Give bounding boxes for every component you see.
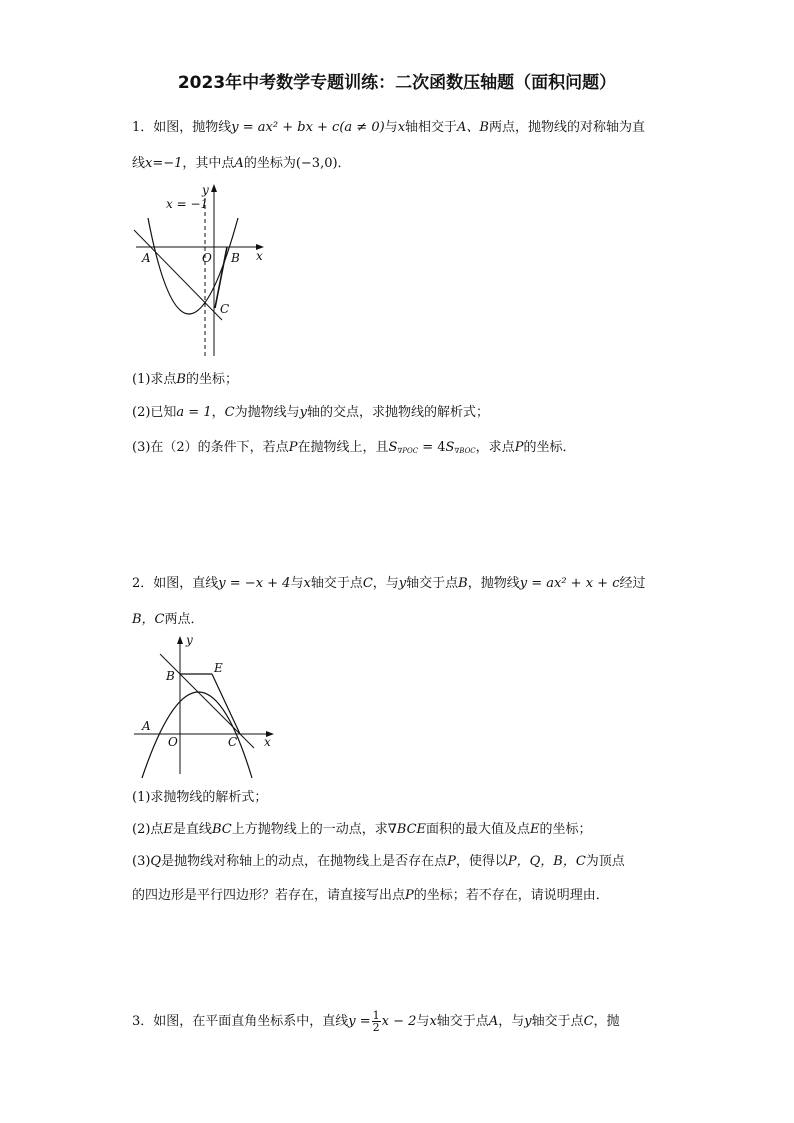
q2-figure xyxy=(130,630,280,780)
q1-line-2 xyxy=(132,152,351,171)
q2-text: 轴交于点 xyxy=(310,576,363,591)
y-arrow-icon xyxy=(177,636,183,644)
q2-text: 上方抛物线上的一动点，求 xyxy=(231,822,388,837)
q1-var: A xyxy=(234,156,244,171)
q1-text: 在抛物线上，且 xyxy=(297,440,389,455)
q3-var: C xyxy=(583,1014,594,1029)
q1-part-3 xyxy=(132,436,575,455)
point-e-label: E xyxy=(214,661,223,675)
q2-part-2 xyxy=(132,818,592,837)
q1-axis-eq: x=−1 xyxy=(145,156,183,171)
q2-text: 是抛物线对称轴上的动点，在抛物线上是否存在点 xyxy=(161,854,448,869)
q3-text: ，与 xyxy=(498,1014,525,1029)
q2-triangle: ∇BCE xyxy=(387,822,427,837)
q1-figure xyxy=(130,180,270,360)
q3-var: x xyxy=(429,1014,437,1029)
symmetry-label: x = −1 xyxy=(166,197,209,211)
q2-var: E xyxy=(530,822,540,837)
q2-var: P xyxy=(447,854,456,869)
q2-var: x xyxy=(303,576,311,591)
page-title: 2023年中考数学专题训练：二次函数压轴题（面积问题） xyxy=(177,73,617,93)
origin-label: O xyxy=(168,735,178,749)
point-c-label: C xyxy=(228,735,238,749)
q2-text: 是直线 xyxy=(172,822,212,837)
q2-part-1 xyxy=(132,786,267,805)
q1-var: C xyxy=(224,405,235,420)
q2-number: 2． xyxy=(132,576,154,591)
y-label: y xyxy=(202,183,209,197)
fraction-numerator: 1 xyxy=(372,1009,380,1022)
q1-var: P xyxy=(288,440,298,455)
q3-line-1 xyxy=(132,1010,620,1033)
q1-var: P xyxy=(514,440,524,455)
q1-area-sub: ∇POC xyxy=(397,447,419,455)
q2-text: ，与 xyxy=(372,576,399,591)
q1-coord: (−3,0) xyxy=(295,156,338,171)
q1-part-2 xyxy=(132,401,489,420)
q2-text: (2)点 xyxy=(132,822,164,837)
q1-eq: a = 1 xyxy=(176,405,212,420)
q1-text: 的坐标； xyxy=(185,372,238,387)
point-a-label: A xyxy=(142,719,151,733)
q2-line-eq: y = −x + 4 xyxy=(218,576,291,591)
q1-text: 线 xyxy=(132,156,146,171)
q3-number: 3． xyxy=(132,1014,154,1029)
q2-text: 与 xyxy=(290,576,304,591)
q2-line-1 xyxy=(132,572,646,591)
x-label: x xyxy=(264,735,271,749)
fraction-denominator: 2 xyxy=(372,1021,380,1034)
q2-text: 的四边形是平行四边形？若存在，请直接写出点 xyxy=(132,888,406,903)
q1-text: (1)求点 xyxy=(132,372,177,387)
q2-var: C xyxy=(362,576,373,591)
q2-text: (3) xyxy=(132,854,151,869)
q3-var: A xyxy=(488,1014,499,1029)
q1-var: A、B xyxy=(457,120,489,135)
q1-var: y xyxy=(299,405,307,420)
q1-number: 1． xyxy=(132,120,154,135)
q2-parabola-eq: y = ax² + x + c xyxy=(519,576,620,591)
q2-text: 如图，直线 xyxy=(153,576,219,591)
q3-eq: x − 2 xyxy=(381,1014,417,1029)
y-arrow-icon xyxy=(211,184,217,192)
q2-var: P，Q，B，C xyxy=(507,854,586,869)
segment-ec xyxy=(212,674,240,734)
point-b-label: B xyxy=(231,251,240,265)
q1-parabola-eq: y = ax² + bx + c(a ≠ 0) xyxy=(231,120,385,135)
q3-fraction xyxy=(372,1010,381,1033)
q2-var: y xyxy=(398,576,407,591)
q1-line-1 xyxy=(132,116,645,135)
q1-area: S xyxy=(445,440,455,455)
q3-text: ，抛 xyxy=(593,1014,620,1029)
q1-text: 与 xyxy=(384,120,398,135)
q1-text: 的坐标为 xyxy=(243,156,296,171)
point-b-label: B xyxy=(166,669,175,683)
q2-var: E xyxy=(163,822,173,837)
parabola xyxy=(148,218,238,314)
q1-var: B xyxy=(176,372,186,387)
q3-text: 轴交于点 xyxy=(436,1014,489,1029)
q1-text: ，求点 xyxy=(475,440,515,455)
x-label: x xyxy=(256,249,263,263)
q2-text: ，抛物线 xyxy=(467,576,520,591)
point-a-label: A xyxy=(142,251,151,265)
q1-text: 轴的交点，求抛物线的解析式； xyxy=(306,405,489,420)
q1-text: (2)已知 xyxy=(132,405,177,420)
q2-var: BC xyxy=(211,822,232,837)
q2-text: 轴交于点 xyxy=(406,576,459,591)
q2-text: 面积的最大值及点 xyxy=(426,822,531,837)
q1-area-sub: ∇BOC xyxy=(454,447,476,455)
q2-text: 两点． xyxy=(164,612,204,627)
q2-var: B，C xyxy=(132,612,165,627)
q3-text: 与 xyxy=(416,1014,430,1029)
q3-eq: y = xyxy=(348,1014,371,1029)
q1-text: 轴相交于 xyxy=(405,120,458,135)
point-c-label: C xyxy=(220,302,230,316)
q1-part-1 xyxy=(132,368,238,387)
q1-eq: = 4 xyxy=(418,440,446,455)
q2-var: P xyxy=(405,888,414,903)
q2-line-2 xyxy=(132,608,204,627)
line-ac xyxy=(134,230,222,320)
q1-text: 为抛物线与 xyxy=(234,405,300,420)
q2-text: 经过 xyxy=(619,576,646,591)
q2-text: ，使得以 xyxy=(455,854,508,869)
q2-text: 的坐标；若不存在，请说明理由． xyxy=(413,888,609,903)
q1-text: 两点，抛物线的对称轴为直 xyxy=(489,120,646,135)
segment-bc xyxy=(215,247,227,308)
q2-part-3 xyxy=(132,850,625,869)
q3-text: 轴交于点 xyxy=(531,1014,584,1029)
q1-text: ， xyxy=(211,405,225,420)
q2-text: 的坐标； xyxy=(539,822,592,837)
q2-var: Q xyxy=(150,854,162,869)
y-label: y xyxy=(186,633,193,647)
q1-text: 如图，抛物线 xyxy=(153,120,232,135)
q3-text: 如图，在平面直角坐标系中，直线 xyxy=(153,1014,349,1029)
q1-area: S xyxy=(388,440,398,455)
q1-text: ，其中点 xyxy=(182,156,235,171)
q3-var: y xyxy=(524,1014,532,1029)
q2-text: 为顶点 xyxy=(585,854,625,869)
q2-var: B xyxy=(458,576,468,591)
q1-var: x xyxy=(397,120,406,135)
q1-text: ． xyxy=(337,156,351,171)
q1-text: 的坐标． xyxy=(523,440,576,455)
q1-text: (3)在（2）的条件下，若点 xyxy=(132,440,289,455)
q2-part-3-cont xyxy=(132,884,609,903)
q2-text: (1)求抛物线的解析式； xyxy=(132,790,268,805)
origin-label: O xyxy=(202,251,212,265)
